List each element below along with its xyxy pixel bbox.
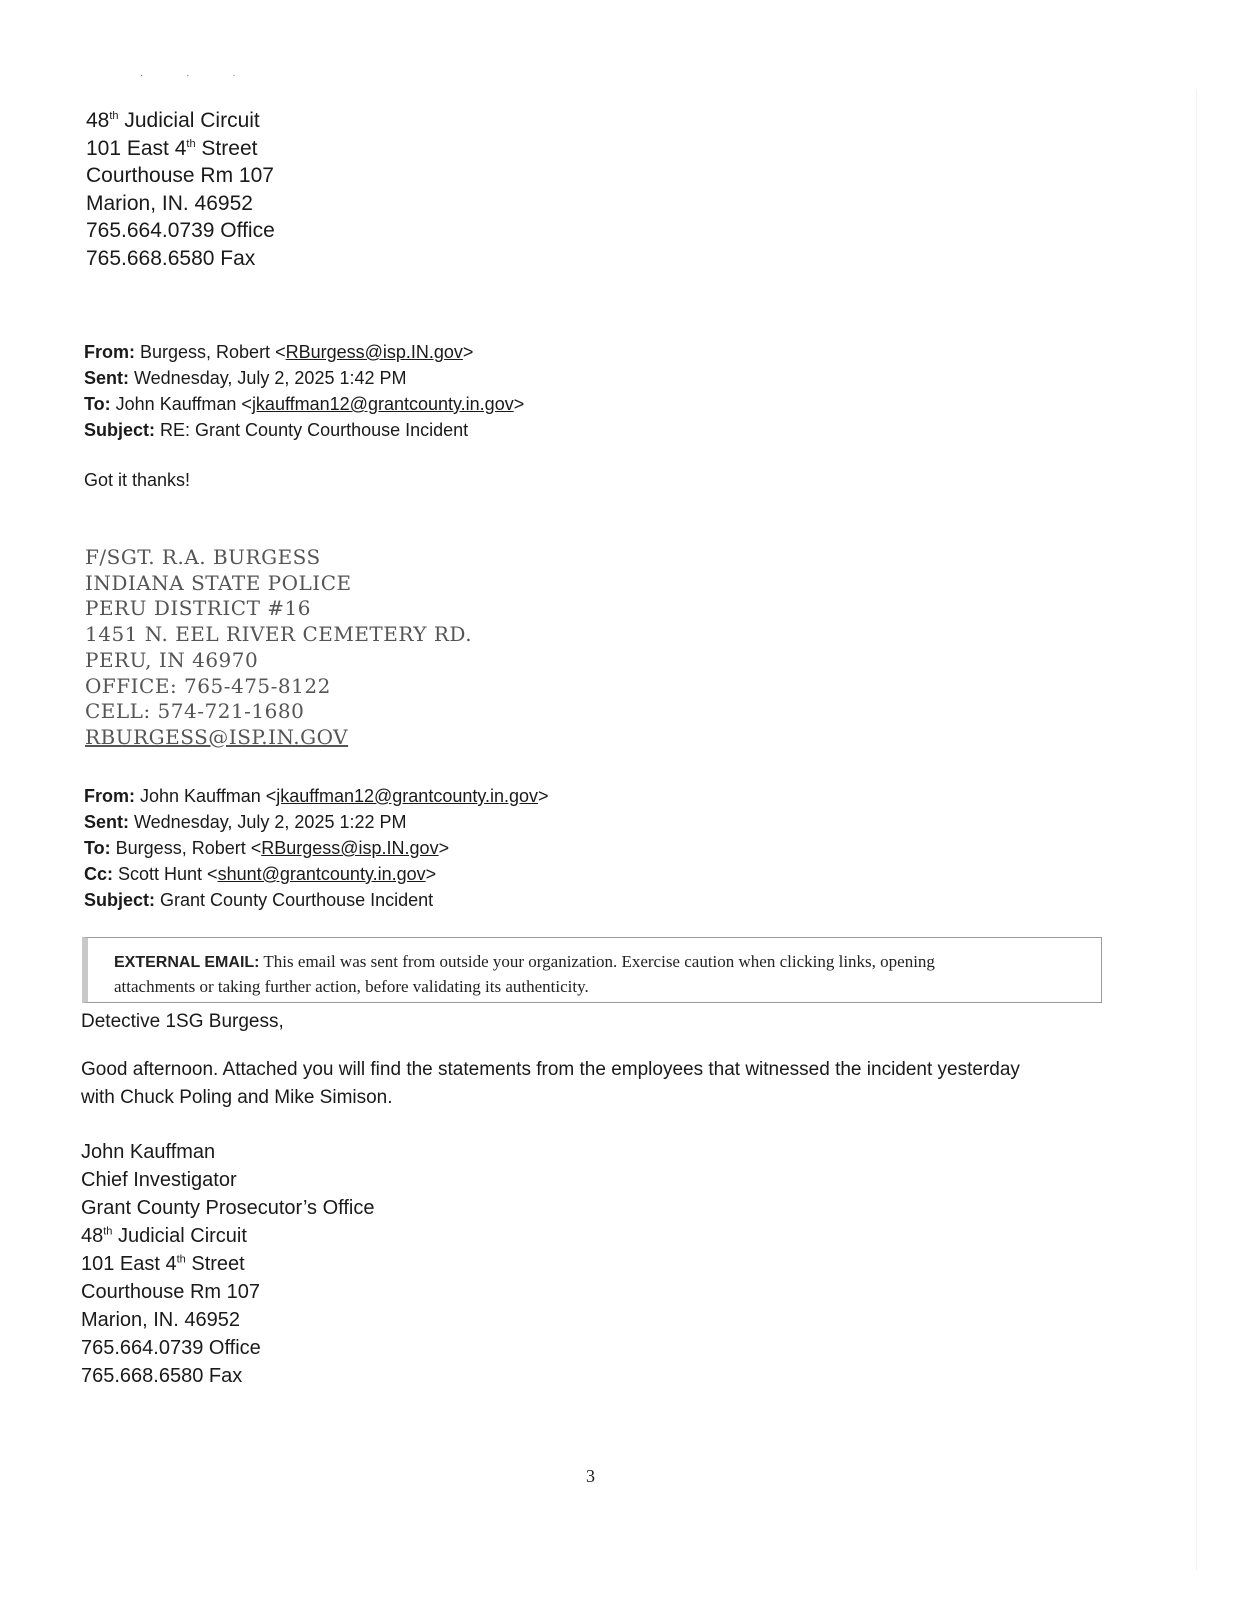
email2-to-link[interactable]: RBurgess@isp.IN.gov <box>261 838 439 858</box>
top-sig-street: 101 East 4th Street <box>86 136 258 160</box>
bottom-sig-circuit: 48th Judicial Circuit <box>81 1225 247 1247</box>
email2-cc-link[interactable]: shunt@grantcounty.in.gov <box>217 864 426 884</box>
scan-specks: · · · <box>140 70 256 81</box>
bottom-sig-title: Chief Investigator <box>81 1169 237 1191</box>
email2-subject: Subject: Grant County Courthouse Incident <box>84 890 434 910</box>
email2-body-line1: Good afternoon. Attached you will find the statements from the employees that witnessed the incident yesterday <box>81 1059 1020 1080</box>
bottom-sig-fax: 765.668.6580 Fax <box>81 1365 243 1387</box>
police-sig-line7: CELL: 574-721-1680 <box>85 699 305 724</box>
email2-from: From: John Kauffman <jkauffman12@grantcounty.in.gov> <box>84 786 549 806</box>
police-sig-line2: INDIANA STATE POLICE <box>85 570 352 595</box>
scan-edge <box>1196 90 1197 1570</box>
top-sig-fax: 765.668.6580 Fax <box>86 246 256 270</box>
external-line1: EXTERNAL EMAIL: This email was sent from outside your organization. Exercise caution when clicking links, opening <box>114 952 935 971</box>
police-sig-line4: 1451 N. EEL RIVER CEMETERY RD. <box>85 622 473 647</box>
email2-greeting: Detective 1SG Burgess, <box>81 1011 284 1032</box>
external-email-banner <box>82 937 1102 1003</box>
top-sig-city: Marion, IN. 46952 <box>86 191 253 215</box>
bottom-sig-office-name: Grant County Prosecutor’s Office <box>81 1197 375 1219</box>
bottom-sig-office: 765.664.0739 Office <box>81 1337 261 1359</box>
email2-from-link[interactable]: jkauffman12@grantcounty.in.gov <box>276 786 539 806</box>
email2-header <box>84 783 549 913</box>
police-sig-line6: OFFICE: 765-475-8122 <box>85 673 331 698</box>
police-sig-email-link[interactable]: RBURGESS@ISP.IN.GOV <box>85 724 349 749</box>
email2-sent: Sent: Wednesday, July 2, 2025 1:22 PM <box>84 812 407 832</box>
email1-subject: Subject: RE: Grant County Courthouse Incident <box>84 420 469 440</box>
bottom-sig-street: 101 East 4th Street <box>81 1253 245 1275</box>
top-signature-block <box>86 107 275 272</box>
police-sig-line3: PERU DISTRICT #16 <box>85 596 311 621</box>
email1-to-link[interactable]: jkauffman12@grantcounty.in.gov <box>251 394 514 414</box>
bottom-sig-room: Courthouse Rm 107 <box>81 1281 260 1303</box>
external-line2: attachments or taking further action, before validating its authenticity. <box>114 977 589 996</box>
bottom-signature-block <box>81 1138 374 1390</box>
page-number: 3 <box>586 1466 595 1486</box>
top-sig-circuit: 48th Judicial Circuit <box>86 109 260 132</box>
bottom-sig-name: John Kauffman <box>81 1141 216 1163</box>
email1-to: To: John Kauffman <jkauffman12@grantcounty.in.gov> <box>84 394 525 414</box>
email1-body: Got it thanks! <box>84 470 191 490</box>
bottom-sig-city: Marion, IN. 46952 <box>81 1309 240 1331</box>
email1-sent: Sent: Wednesday, July 2, 2025 1:42 PM <box>84 368 407 388</box>
email2-to: To: Burgess, Robert <RBurgess@isp.IN.gov> <box>84 838 450 858</box>
email1-from: From: Burgess, Robert <RBurgess@isp.IN.gov> <box>84 342 474 362</box>
police-signature-block <box>85 545 472 751</box>
police-sig-line5: PERU, IN 46970 <box>85 647 259 672</box>
email2-cc: Cc: Scott Hunt <shunt@grantcounty.in.gov> <box>84 864 437 884</box>
top-sig-room: Courthouse Rm 107 <box>86 164 274 187</box>
email2-body-line2: with Chuck Poling and Mike Simison. <box>81 1087 393 1108</box>
email1-from-link[interactable]: RBurgess@isp.IN.gov <box>285 342 463 362</box>
top-sig-office: 765.664.0739 Office <box>86 219 275 242</box>
email1-header <box>84 339 524 443</box>
police-sig-line1: F/SGT. R.A. BURGESS <box>85 545 321 569</box>
